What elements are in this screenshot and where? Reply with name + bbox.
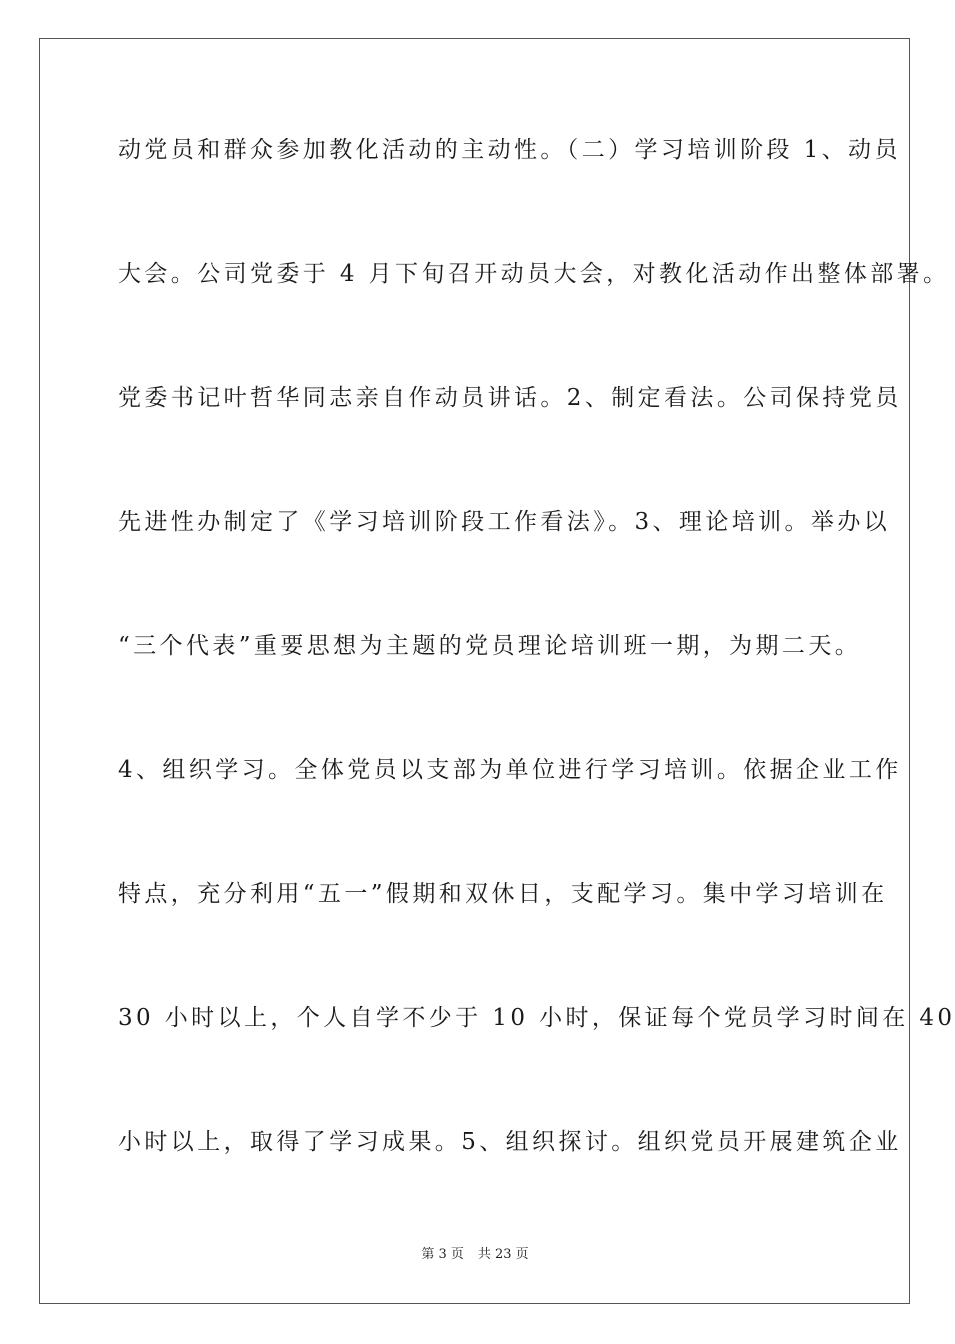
body-text-line-6: 4、组织学习。全体党员以支部为单位进行学习培训。依据企业工作 xyxy=(118,757,902,783)
body-text-line-2: 大会。公司党委于 4 月下旬召开动员大会，对教化活动作出整体部署。 xyxy=(118,261,950,287)
page-border xyxy=(39,38,955,1304)
page-footer xyxy=(0,1246,950,1264)
body-text-line-7: 特点，充分利用“五一”假期和双休日，支配学习。集中学习培训在 xyxy=(118,881,888,907)
page-number-current: 第 3 页 xyxy=(421,1247,464,1262)
body-text-line-8: 30 小时以上，个人自学不少于 10 小时，保证每个党员学习时间在 40 xyxy=(118,1005,955,1031)
page-number-total: 共 23 页 xyxy=(477,1247,529,1262)
body-text-line-3: 党委书记叶哲华同志亲自作动员讲话。2、制定看法。公司保持党员 xyxy=(118,385,902,411)
body-text-line-4: 先进性办制定了《学习培训阶段工作看法》。3、理论培训。举办以 xyxy=(118,509,891,535)
body-text-line-9: 小时以上，取得了学习成果。5、组织探讨。组织党员开展建筑企业 xyxy=(118,1129,902,1155)
body-text-line-5: “三个代表”重要思想为主题的党员理论培训班一期，为期二天。 xyxy=(118,633,862,659)
body-text-line-1: 动党员和群众参加教化活动的主动性。（二）学习培训阶段 1、动员 xyxy=(118,137,901,163)
